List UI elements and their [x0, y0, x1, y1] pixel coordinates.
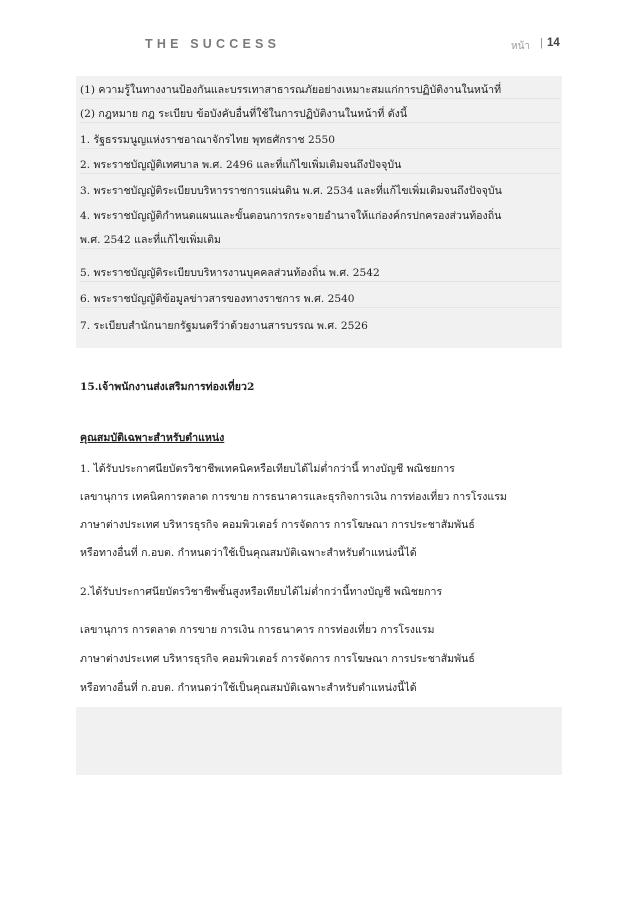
page-label: หน้า	[511, 41, 531, 52]
empty-box	[76, 707, 562, 775]
knowledge-line: (2) กฎหมาย กฎ ระเบียบ ข้อบังคับอื่นที่ใช้ในการปฏิบัติงานในหน้าที่ ดังนี้	[80, 106, 560, 123]
qualification-line: เลขานุการ เทคนิคการตลาด การขาย การธนาคารและธุรกิจการเงิน การท่องเที่ยว การโรงแรม	[80, 491, 507, 503]
qualification-heading: คุณสมบัติเฉพาะสำหรับตำแหน่ง	[80, 432, 225, 444]
knowledge-line: 2. พระราชบัญญัติเทศบาล พ.ศ. 2496 และที่แก้ไขเพิ่มเติมจนถึงปัจจุบัน	[80, 157, 560, 174]
qualification-line: 2.ได้รับประกาศนียบัตรวิชาชีพชั้นสูงหรือเทียบได้ไม่ต่ำกว่านี้ทางบัญชี พณิชยการ	[80, 586, 443, 598]
page-number: 14	[547, 37, 560, 49]
position-title: 15.เจ้าพนักงานส่งเสริมการท่องเที่ยว2	[80, 381, 255, 393]
qualification-line: เลขานุการ การตลาด การขาย การเงิน การธนาคาร การท่องเที่ยว การโรงแรม	[80, 624, 435, 636]
qualification-line: หรือทางอื่นที่ ก.อบต. กำหนดว่าใช้เป็นคุณสมบัติเฉพาะสำหรับตำแหน่งนี้ได้	[80, 682, 417, 694]
qualification-line: หรือทางอื่นที่ ก.อบต. กำหนดว่าใช้เป็นคุณสมบัติเฉพาะสำหรับตำแหน่งนี้ได้	[80, 547, 417, 559]
knowledge-line: (1) ความรู้ในทางงานป้องกันและบรรเทาสาธารณภัยอย่างเหมาะสมแก่การปฏิบัติงานในหน้าที่	[80, 82, 560, 99]
page-header	[0, 0, 638, 60]
knowledge-line: 6. พระราชบัญญัติข้อมูลข่าวสารของทางราชการ พ.ศ. 2540	[80, 291, 560, 308]
page-separator: |	[540, 37, 543, 49]
knowledge-line: 4. พระราชบัญญัติกำหนดแผนและขั้นตอนการกระจายอำนาจให้แก่องค์กรปกครองส่วนท้องถิ่น	[80, 210, 502, 222]
qualification-line: ภาษาต่างประเทศ บริหารธุรกิจ คอมพิวเตอร์ การจัดการ การโฆษณา การประชาสัมพันธ์	[80, 653, 475, 665]
knowledge-line: 1. รัฐธรรมนูญแห่งราชอาณาจักรไทย พุทธศักราช 2550	[80, 132, 560, 149]
qualification-line: ภาษาต่างประเทศ บริหารธุรกิจ คอมพิวเตอร์ การจัดการ การโฆษณา การประชาสัมพันธ์	[80, 519, 475, 531]
knowledge-line: พ.ศ. 2542 และที่แก้ไขเพิ่มเติม	[80, 232, 560, 249]
qualification-line: 1. ได้รับประกาศนียบัตรวิชาชีพเทคนิคหรือเทียบได้ไม่ต่ำกว่านี้ ทางบัญชี พณิชยการ	[80, 463, 455, 475]
knowledge-line: 7. ระเบียบสำนักนายกรัฐมนตรีว่าด้วยงานสารบรรณ พ.ศ. 2526	[80, 320, 368, 332]
knowledge-line: 3. พระราชบัญญัติระเบียบบริหารราชการแผ่นดิน พ.ศ. 2534 และที่แก้ไขเพิ่มเติมจนถึงปัจจุบัน	[80, 185, 502, 197]
brand-title: THE SUCCESS	[145, 37, 281, 51]
knowledge-line: 5. พระราชบัญญัติระเบียบบริหารงานบุคคลส่วนท้องถิ่น พ.ศ. 2542	[80, 265, 560, 282]
